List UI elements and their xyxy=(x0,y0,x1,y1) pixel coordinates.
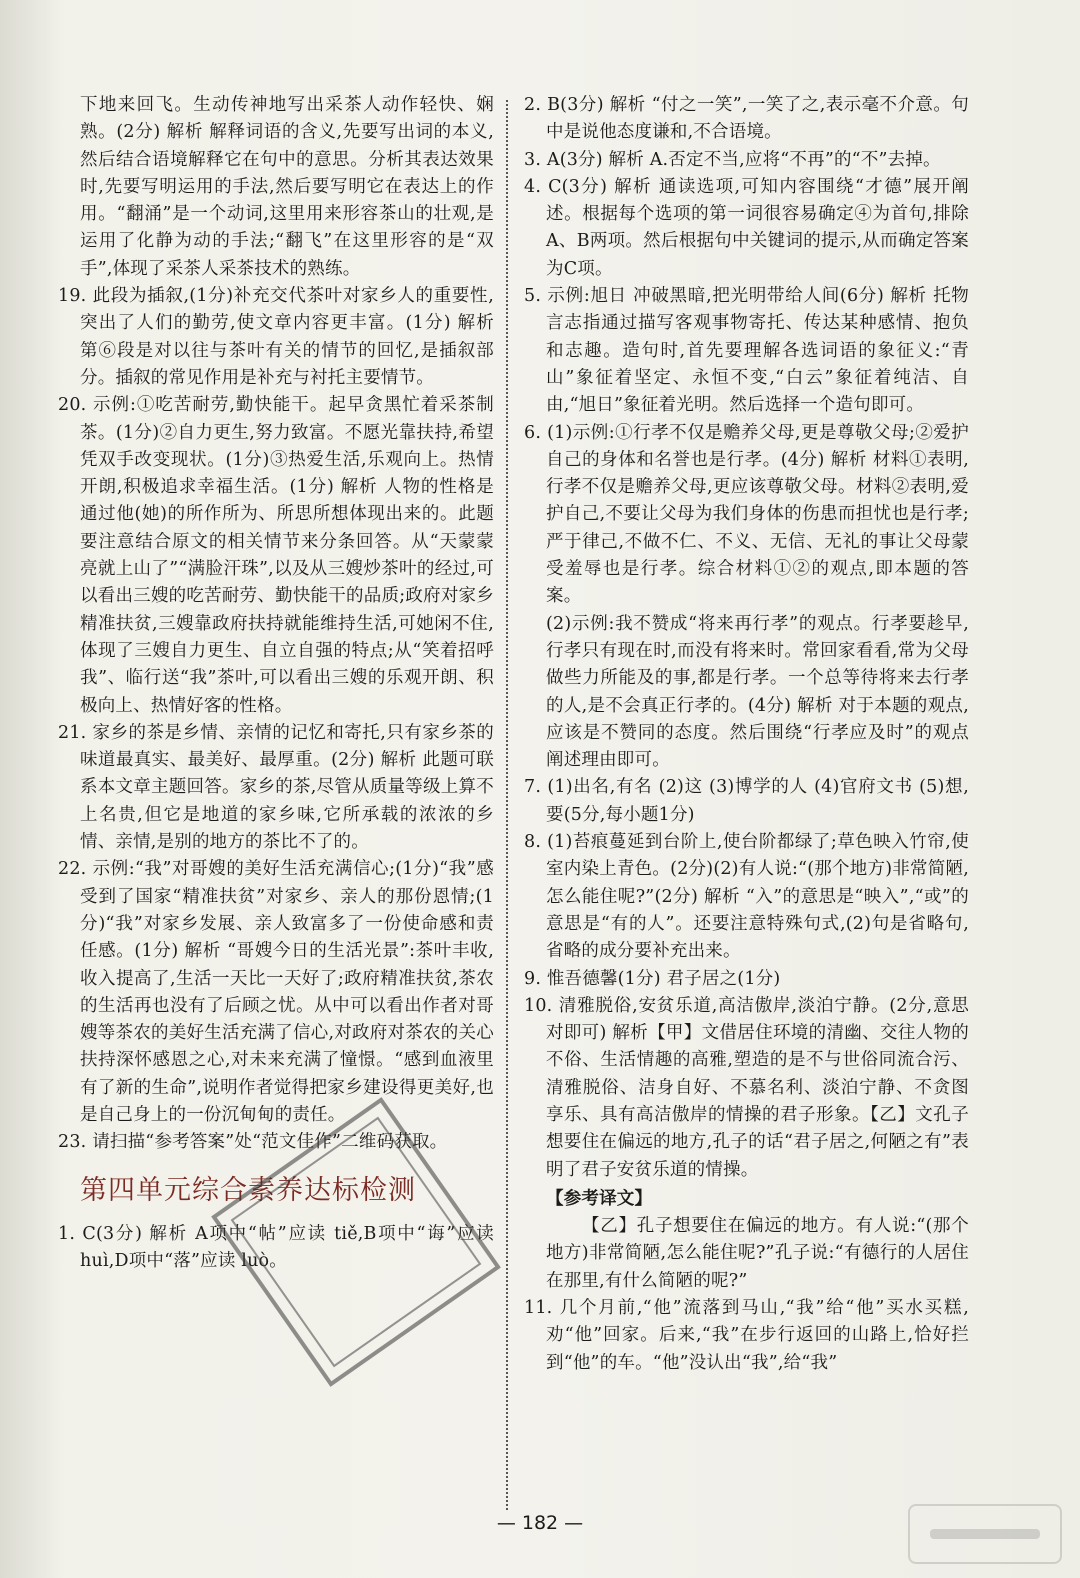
right-column xyxy=(524,92,969,1377)
answer-2: 2. B(3分) 解析 “付之一笑”,一笑了之,表示毫不介意。句中是说他态度谦和,不合语境。 xyxy=(524,95,969,143)
answer-3: 3. A(3分) 解析 A.否定不当,应将“不再”的“不”去掉。 xyxy=(524,149,941,170)
answer-22: 22. 示例:“我”对哥嫂的美好生活充满信心;(1分)“我”感受到了国家“精准扶贫”对家乡、亲人的那份恩情;(1分)“我”对家乡发展、亲人致富多了一份使命感和责任感。(1分) 解析 “哥嫂今日的生活光景”:茶叶丰收,收入提高了,生活一天比一天好了;政府精准扶贫,茶农的生活再也没有了后顾之忧。从中可以看出作者对哥嫂等茶农的美好生活充满了信心,对政府对茶农的关心扶持深怀感恩之心,对未来充满了憧憬。“感到血液里有了新的生命”,说明作者觉得把家乡建设得更美好,也是自己身上的一份沉甸甸的责任。 xyxy=(58,859,494,1125)
watermark-logo xyxy=(908,1504,1062,1564)
watermark-bar xyxy=(930,1529,1040,1539)
reference-translation-heading: 【参考译文】 xyxy=(546,1188,653,1209)
answer-1: 1. C(3分) 解析 A项中“帖”应读 tiě,B项中“诲”应读 huì,D项中“落”应读 luò。 xyxy=(58,1223,494,1271)
page-number: — 182 — xyxy=(496,1512,584,1534)
answer-8: 8. (1)苔痕蔓延到台阶上,使台阶都绿了;草色映入竹帘,使室内染上青色。(2分)(2)有人说:“(那个地方)非常简陋,怎么能住呢?”(2分) 解析 “入”的意思是“映入”,“或”的意思是“有的人”。还要注意特殊句式,(2)句是省略句,省略的成分要补充出来。 xyxy=(524,832,969,962)
answer-20: 20. 示例:①吃苦耐劳,勤快能干。起早贪黑忙着采茶制茶。(1分)②自力更生,努力致富。不愿光靠扶持,希望凭双手改变现状。(1分)③热爱生活,乐观向上。热情开朗,积极追求幸福生活。(1分) 解析 人物的性格是通过他(她)的所作所为、所思所想体现出来的。此题要注意结合原文的相关情节来分条回答。从“天蒙蒙亮就上山了”“满脸汗珠”,以及从三嫂炒茶叶的经过,可以看出三嫂的吃苦耐劳、勤快能干的品质;政府对家乡精准扶贫,三嫂靠政府扶持就能维持生活,可她闲不住,体现了三嫂自力更生、自立自强的特点;从“笑着招呼我”、临行送“我”茶叶,可以看出三嫂的乐观开朗、积极向上、热情好客的性格。 xyxy=(58,395,494,716)
answer-9: 9. 惟吾德馨(1分) 君子居之(1分) xyxy=(524,968,781,989)
answer-6-part-1: 6. (1)示例:①行孝不仅是赡养父母,更是尊敬父母;②爱护自己的身体和名誉也是行孝。(4分) 解析 材料①表明,行孝不仅是赡养父母,更应该尊敬父母。材料②表明,爱护自己,不要让父母为我们身体的伤患而担忧也是行孝;严于律己,不做不仁、不义、无信、无礼的事让父母蒙受羞辱也是行孝。综合材料①②的观点,即本题的答案。 xyxy=(524,422,969,607)
answer-4: 4. C(3分) 解析 通读选项,可知内容围绕“才德”展开阐述。根据每个选项的第一词很容易确定④为首句,排除A、B两项。然后根据句中关键词的提示,从而确定答案为C项。 xyxy=(524,176,969,279)
answer-11: 11. 几个月前,“他”流落到马山,“我”给“他”买水买糕,劝“他”回家。后来,“我”在步行返回的山路上,恰好拦到“他”的车。“他”没认出“我”,给“我” xyxy=(524,1298,969,1373)
answer-10: 10. 清雅脱俗,安贫乐道,高洁傲岸,淡泊宁静。(2分,意思对即可) 解析【甲】文借居住环境的清幽、交往人物的不俗、生活情趣的高雅,塑造的是不与世俗同流合污、清雅脱俗、洁身自好、不慕名利、淡泊宁静、不贪图享乐、具有高洁傲岸的情操的君子形象。【乙】文孔子想要住在偏远的地方,孔子的话“君子居之,何陋之有”表明了君子安贫乐道的情操。 xyxy=(524,995,969,1180)
answer-5: 5. 示例:旭日 冲破黑暗,把光明带给人间(6分) 解析 托物言志指通过描写客观事物寄托、传达某种感情、抱负和志趣。造句时,首先要理解各选词语的象征义:“青山”象征着坚定、永恒不变,“白云”象征着纯洁、自由,“旭日”象征着光明。然后选择一个造句即可。 xyxy=(524,286,969,416)
left-column xyxy=(58,92,494,1275)
answer-23: 23. 请扫描“参考答案”处“范文佳作”二维码获取。 xyxy=(58,1132,448,1153)
answer-6-part-2: (2)示例:我不赞成“将来再行孝”的观点。行孝要趁早,行孝只有现在时,而没有将来时。常回家看看,常为父母做些力所能及的事,都是行孝。一个总等待将来去行孝的人,是不会真正行孝的。(4分) 解析 对于本题的观点,应该是不赞同的态度。然后围绕“行孝应及时”的观点阐述理由即可。 xyxy=(546,613,969,771)
reference-translation-text: 【乙】孔子想要住在偏远的地方。有人说:“(那个地方)非常简陋,怎么能住呢?”孔子说:“有德行的人居住在那里,有什么简陋的呢?” xyxy=(546,1216,969,1291)
answer-21: 21. 家乡的茶是乡情、亲情的记忆和寄托,只有家乡茶的味道最真实、最美好、最厚重。(2分) 解析 此题可联系本文章主题回答。家乡的茶,尽管从质量等级上算不上名贵,但它是地道的家乡味,它所承载的浓浓的乡情、亲情,是别的地方的茶比不了的。 xyxy=(58,722,494,853)
answer-19: 19. 此段为插叙,(1分)补充交代茶叶对家乡人的重要性,突出了人们的勤劳,使文章内容更丰富。(1分) 解析 第⑥段是对以往与茶叶有关的情节的回忆,是插叙部分。插叙的常见作用是补充与衬托主要情节。 xyxy=(58,286,494,388)
section-title: 第四单元综合素养达标检测 xyxy=(80,1174,416,1206)
column-divider xyxy=(506,100,508,1510)
answer-continuation: 下地来回飞。生动传神地写出采茶人动作轻快、娴熟。(2分) 解析 解释词语的含义,先要写出词的本义,然后结合语境解释它在句中的意思。分析其表达效果时,先要写明运用的手法,然后要写明它在表达上的作用。“翻涌”是一个动词,这里用来形容茶山的壮观,是运用了化静为动的手法;“翻飞”在这里形容的是“双手”,体现了采茶人采茶技术的熟练。 xyxy=(80,95,494,279)
answer-7: 7. (1)出名,有名 (2)这 (3)博学的人 (4)官府文书 (5)想,要(5分,每小题1分) xyxy=(524,777,969,825)
